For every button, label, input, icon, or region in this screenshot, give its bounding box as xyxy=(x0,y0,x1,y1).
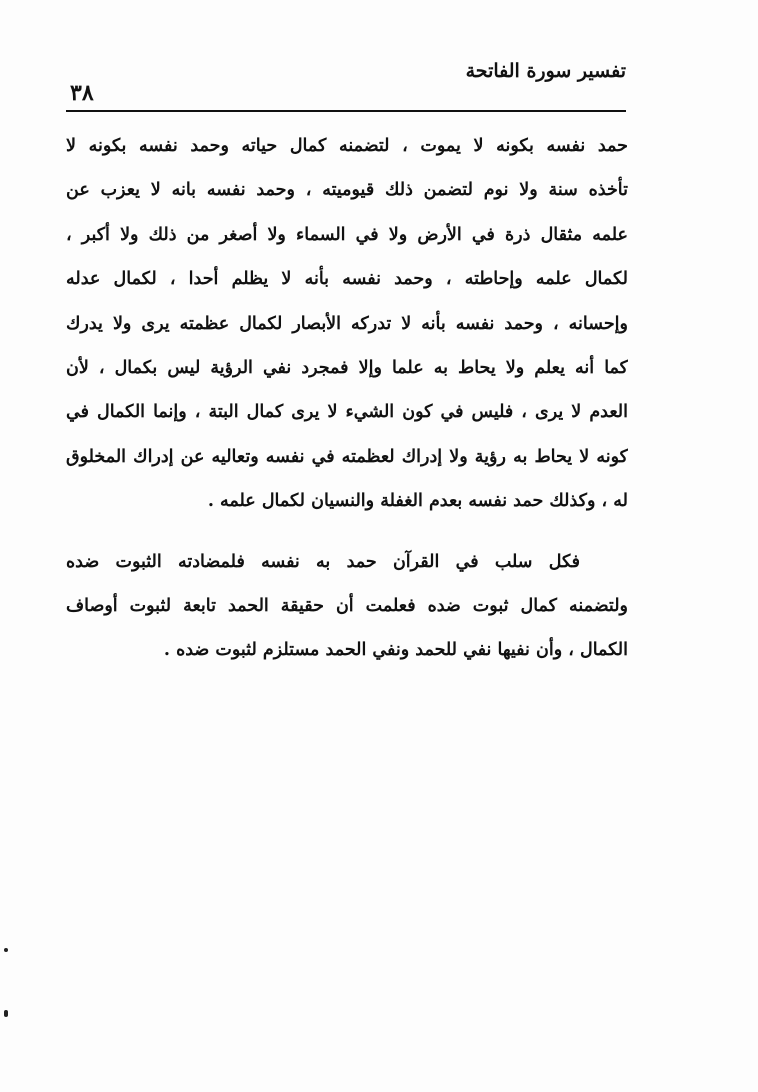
text-line: له ، وكذلك حمد نفسه بعدم الغفلة والنسيان لكمال علمه . xyxy=(207,491,628,512)
scan-artifact xyxy=(4,1010,8,1017)
text-line: تأخذه سنة ولا نوم لتضمن ذلك قيوميته ، وحمد نفسه بانه لا يعزب عن xyxy=(66,180,628,201)
text-line: علمه مثقال ذرة في الأرض ولا في السماء ولا أصغر من ذلك ولا أكبر ، xyxy=(66,224,628,245)
text-line: كونه لا يحاط به رؤية ولا إدراك لعظمته في نفسه وتعاليه عن إدراك المخلوق xyxy=(66,446,628,467)
text-line: كما أنه يعلم ولا يحاط به علما وإلا فمجرد نفي الرؤية ليس بكمال ، لأن xyxy=(66,357,628,378)
page-number: ٣٨ xyxy=(70,80,94,106)
text-line: فكل سلب في القرآن حمد به نفسه فلمضادته الثبوت ضده xyxy=(66,551,580,572)
text-line: العدم لا يرى ، فليس في كون الشيء لا يرى كمال البتة ، وإنما الكمال في xyxy=(66,402,628,423)
text-line: حمد نفسه بكونه لا يموت ، لتضمنه كمال حياته وحمد نفسه بكونه لا xyxy=(66,136,628,156)
text-line: وإحسانه ، وحمد نفسه بأنه لا تدركه الأبصار لكمال عظمته يرى ولا يدرك xyxy=(66,313,628,334)
text-line: لكمال علمه وإحاطته ، وحمد نفسه بأنه لا يظلم أحدا ، لكمال عدله xyxy=(66,269,628,290)
page-header-title: تفسير سورة الفاتحة xyxy=(465,60,626,82)
scan-artifact xyxy=(4,948,8,952)
body-text xyxy=(66,124,628,673)
text-line: الكمال ، وأن نفيها نفي للحمد ونفي الحمد مستلزم لثبوت ضده . xyxy=(163,640,628,661)
paragraph-spacer xyxy=(66,524,628,540)
paragraph-2 xyxy=(66,540,628,673)
header-rule xyxy=(66,110,626,112)
text-line: ولتضمنه كمال ثبوت ضده فعلمت أن حقيقة الحمد تابعة لثبوت أوصاف xyxy=(66,595,628,616)
paragraph-1 xyxy=(66,124,628,524)
